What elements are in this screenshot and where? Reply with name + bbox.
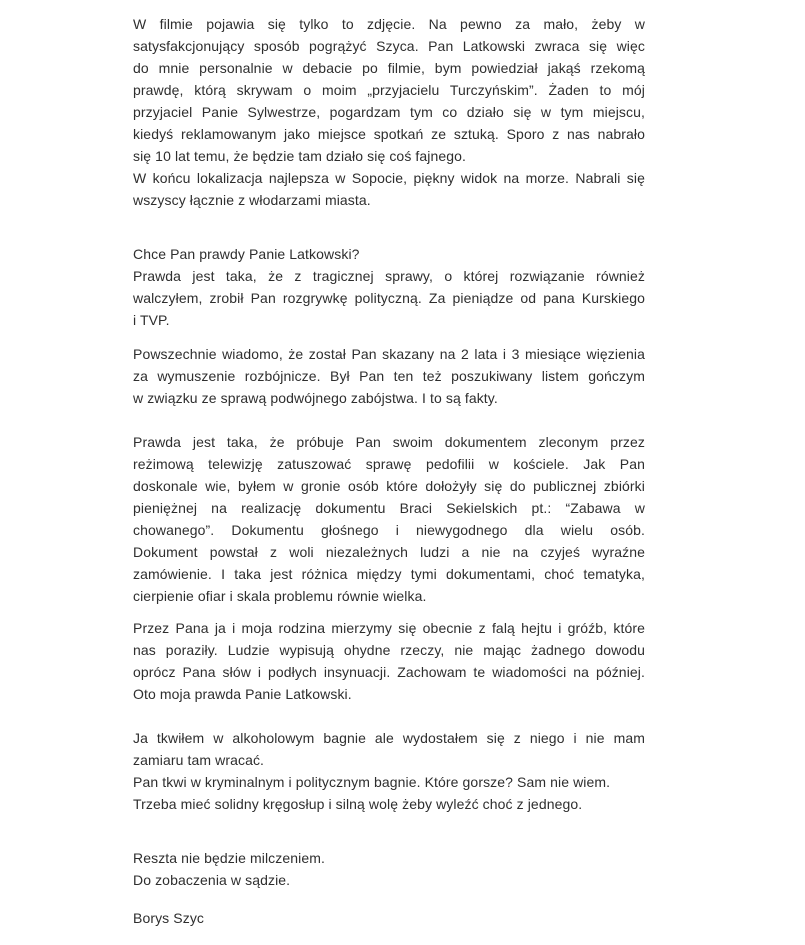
text-line: walczyłem, zrobił Pan rozgrywkę polityczną. Za pieniądze od pana Kurskiego [133,290,645,306]
text-line: Chce Pan prawdy Panie Latkowski? [133,246,360,262]
text-line: Dokument powstał z woli niezależnych ludzi a nie na czyjeś wyraźne [133,544,645,560]
text-line: Prawda jest taka, że próbuje Pan swoim dokumentem zleconym przez [133,434,645,450]
text-line: zamiaru tam wracać. [133,752,265,768]
text-line: oprócz Pana słów i podłych insynuacji. Zachowam te wiadomości na później. [133,664,645,680]
paragraph [133,243,645,331]
text-line: chowanego”. Dokumentu głośnego i niewygodnego dla wielu osób. [133,522,645,538]
text-line: Pan tkwi w kryminalnym i politycznym bagnie. Które gorsze? Sam nie wiem. [133,774,611,790]
text-line: i TVP. [133,312,170,328]
text-line: prawdę, którą skrywam o moim „przyjacielu Turczyńskim”. Żaden to mój [133,82,645,98]
text-line: za wymuszenie rozbójnicze. Był Pan ten też poszukiwany listem gończym [133,368,645,384]
text-line: zamówienie. I taka jest różnica między tymi dokumentami, choć tematyka, [133,566,645,582]
paragraph [133,727,645,815]
paragraph [133,343,645,409]
text-line: nas poraziły. Ludzie wypisują ohydne rzeczy, nie mając żadnego dowodu [133,642,645,658]
text-line: Prawda jest taka, że z tragicznej sprawy, o której rozwiązanie również [133,268,645,284]
paragraph [133,847,645,891]
text-line: w związku ze sprawą podwójnego zabójstwa. I to są fakty. [133,390,498,406]
document-body [133,13,645,929]
paragraph [133,431,645,607]
signature: Borys Szyc [133,910,205,926]
paragraph [133,13,645,211]
text-line: Reszta nie będzie milczeniem. [133,850,325,866]
text-line: Trzeba mieć solidny kręgosłup i silną wolę żeby wyleźć choć z jednego. [133,796,583,812]
text-line: doskonale wie, byłem w gronie osób które dołożyły się do publicznej zbiórki [133,478,645,494]
text-line: Do zobaczenia w sądzie. [133,872,291,888]
text-line: się 10 lat temu, że będzie tam działo się coś fajnego. [133,148,467,164]
text-line: reżimową telewizję zatuszować sprawę pedofilii w kościele. Jak Pan [133,456,645,472]
text-line: pieniężnej na realizację dokumentu Braci Sekielskich pt.: “Zabawa w [133,500,645,516]
text-line: W końcu lokalizacja najlepsza w Sopocie, piękny widok na morze. Nabrali się [133,170,645,186]
text-line: Ja tkwiłem w alkoholowym bagnie ale wydostałem się z niego i nie mam [133,730,645,746]
text-line: przyjaciel Panie Sylwestrze, pogardzam tym co działo się w tym miejscu, [133,104,645,120]
text-line: Oto moja prawda Panie Latkowski. [133,686,352,702]
text-line: do mnie personalnie w debacie po filmie, bym powiedział jakąś rzekomą [133,60,645,76]
text-line: cierpienie ofiar i skala problemu równie wielka. [133,588,427,604]
text-line: kiedyś reklamowanym jako miejsce spotkań ze sztuką. Sporo z nas nabrało [133,126,645,142]
text-line: wszyscy łącznie z włodarzami miasta. [133,192,371,208]
text-line: satysfakcjonujący sposób pogrążyć Szyca. Pan Latkowski zwraca się więc [133,38,645,54]
paragraph [133,617,645,705]
text-line: Powszechnie wiadomo, że został Pan skazany na 2 lata i 3 miesiące więzienia [133,346,645,362]
text-line: Przez Pana ja i moja rodzina mierzymy się obecnie z falą hejtu i gróźb, które [133,620,645,636]
text-line: W filmie pojawia się tylko to zdjęcie. Na pewno za mało, żeby w [133,16,645,32]
